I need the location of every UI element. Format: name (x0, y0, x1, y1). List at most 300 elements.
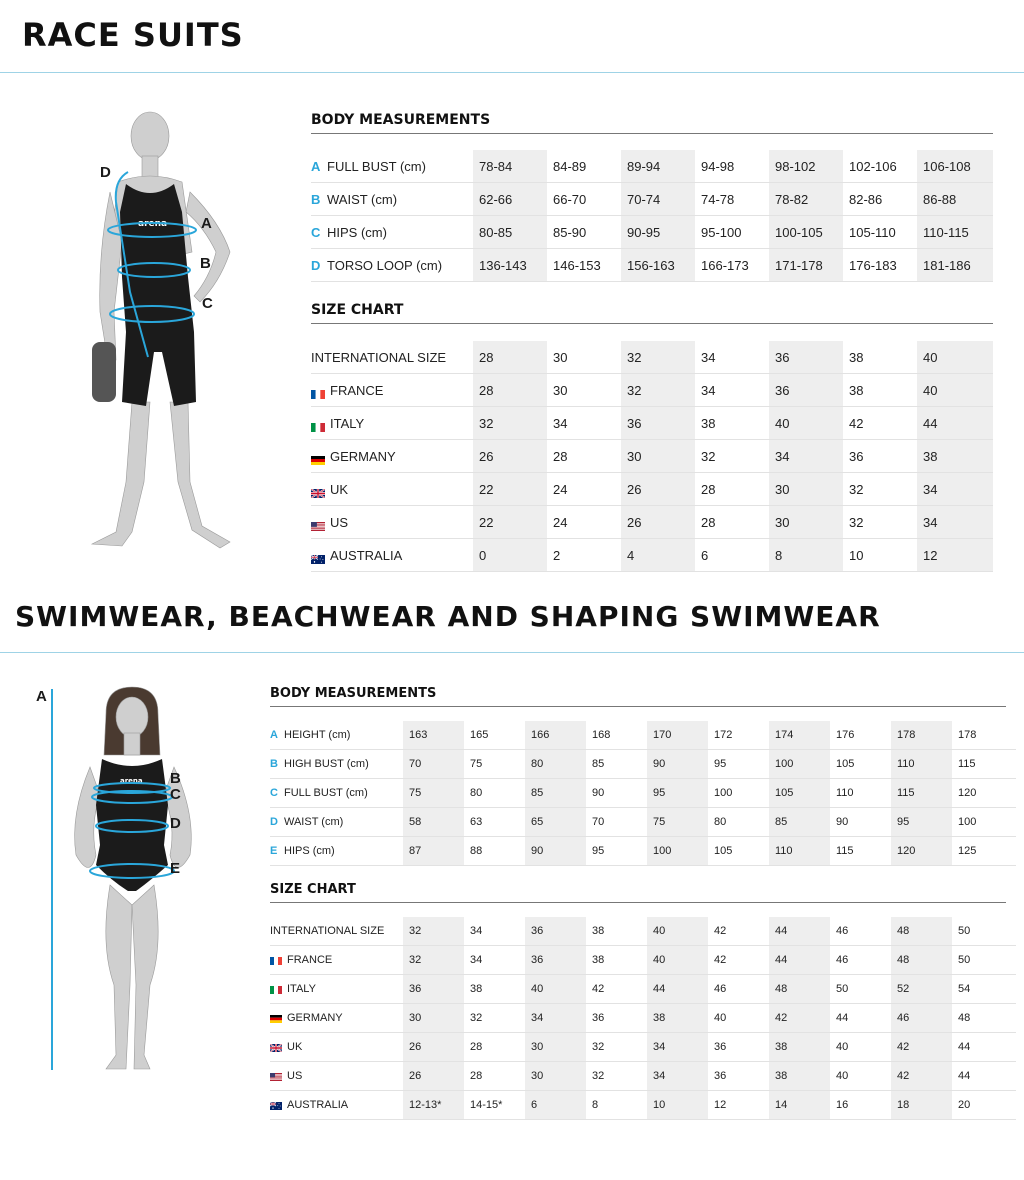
table-cell: 34 (470, 925, 483, 937)
table-row (311, 506, 993, 539)
table-cell: 70-74 (621, 183, 695, 216)
row-label-text: HEIGHT (cm) (284, 729, 351, 741)
table-cell: 40 (836, 1070, 849, 1082)
table-cell: 102-106 (849, 158, 897, 174)
table-cell: 176 (836, 729, 855, 741)
us-flag-icon (270, 1072, 282, 1080)
table-cell: 65 (525, 808, 586, 837)
table-cell: 2 (553, 547, 561, 563)
table-cell: 115 (836, 845, 854, 857)
table-cell: 14 (769, 1091, 830, 1120)
row-label (270, 1062, 403, 1091)
row-label-text: HIPS (cm) (284, 845, 335, 857)
table-cell: 85-90 (553, 224, 587, 240)
table-cell: 22 (473, 473, 547, 506)
table-cell: 38 (470, 983, 483, 995)
table-cell: 156-163 (621, 249, 695, 282)
table-cell: 34 (701, 382, 716, 398)
table-cell: 146-153 (553, 257, 601, 273)
table-cell: 44 (647, 975, 708, 1004)
row-label-text: GERMANY (330, 448, 396, 464)
table-cell: 36 (592, 1012, 605, 1024)
table-cell: 30 (403, 1004, 464, 1033)
row-label (270, 721, 403, 750)
measurement-letter: B (311, 191, 321, 207)
table-cell: 44 (958, 1041, 971, 1053)
table-row (270, 750, 1016, 779)
table-cell: 28 (470, 1070, 483, 1082)
table-cell: 100 (769, 750, 830, 779)
body-measurements-heading: BODY MEASUREMENTS (270, 686, 1006, 707)
table-cell: 36 (525, 946, 586, 975)
table-cell: 42 (769, 1004, 830, 1033)
row-label (270, 750, 403, 779)
table-cell: 70 (403, 750, 464, 779)
row-label-text: INTERNATIONAL SIZE (270, 925, 385, 937)
table-cell: 48 (891, 946, 952, 975)
swimwear-figure (40, 685, 240, 1085)
table-row (311, 249, 993, 282)
table-cell: 105 (836, 758, 855, 770)
table-cell: 16 (836, 1099, 849, 1111)
table-cell: 12 (917, 539, 993, 572)
table-row (311, 216, 993, 249)
table-cell: 30 (525, 1033, 586, 1062)
row-label-text: UK (330, 481, 349, 497)
table-cell: 115 (958, 758, 976, 770)
table-cell: 50 (836, 983, 849, 995)
table-cell: 12 (714, 1099, 727, 1111)
table-cell: 70 (592, 816, 605, 828)
table-cell: 28 (473, 341, 547, 374)
table-row (270, 1091, 1016, 1120)
table-cell: 34 (553, 415, 568, 431)
row-label-text: FRANCE (287, 954, 333, 966)
table-cell: 34 (917, 473, 993, 506)
table-cell: 54 (958, 983, 971, 995)
row-label (270, 1033, 403, 1062)
table-cell: 34 (769, 440, 843, 473)
svg-text:arena: arena (138, 219, 168, 229)
table-cell: 26 (473, 440, 547, 473)
table-cell: 95 (647, 779, 708, 808)
row-label-text: WAIST (cm) (327, 191, 398, 207)
table-cell: 26 (403, 1062, 464, 1091)
table-row (311, 539, 993, 572)
table-cell: 105 (714, 845, 733, 857)
row-label-text: US (287, 1070, 303, 1082)
table-cell: 32 (470, 1012, 483, 1024)
row-label (311, 440, 473, 473)
table-cell: 34 (917, 506, 993, 539)
table-cell: 42 (849, 415, 864, 431)
race-body-measurements-table (311, 150, 993, 282)
table-cell: 12-13* (403, 1091, 464, 1120)
row-label-text: UK (287, 1041, 303, 1053)
table-cell: 4 (621, 539, 695, 572)
table-cell: 100 (958, 816, 977, 828)
table-cell: 40 (647, 917, 708, 946)
table-cell: 8 (592, 1099, 599, 1111)
measurement-letter: B (270, 758, 278, 770)
table-cell: 95-100 (701, 224, 742, 240)
table-cell: 178 (958, 729, 977, 741)
row-label-text: WAIST (cm) (284, 816, 344, 828)
row-label (311, 506, 473, 539)
table-cell: 42 (714, 925, 727, 937)
table-cell: 75 (647, 808, 708, 837)
marker-label-a: A (201, 215, 212, 232)
row-label (270, 917, 403, 946)
row-label (311, 216, 473, 249)
marker-label-d: D (170, 815, 181, 832)
marker-label-c: C (202, 295, 213, 312)
section-title-swimwear: SWIMWEAR, BEACHWEAR AND SHAPING SWIMWEAR (15, 600, 881, 633)
table-cell: 40 (714, 1012, 727, 1024)
table-cell: 90 (525, 837, 586, 866)
table-cell: 172 (714, 729, 733, 741)
table-cell: 30 (553, 382, 568, 398)
table-cell: 38 (592, 954, 605, 966)
race-size-chart-table (311, 341, 993, 572)
table-cell: 89-94 (621, 150, 695, 183)
table-cell: 66-70 (553, 191, 587, 207)
table-cell: 34 (525, 1004, 586, 1033)
table-cell: 87 (403, 837, 464, 866)
table-cell: 110 (769, 837, 830, 866)
table-cell: 85 (525, 779, 586, 808)
table-cell: 46 (714, 983, 727, 995)
table-cell: 40 (647, 946, 708, 975)
row-label (311, 249, 473, 282)
row-label-text: HIGH BUST (cm) (284, 758, 369, 770)
row-label-text: HIPS (cm) (327, 224, 387, 240)
table-cell: 36 (769, 374, 843, 407)
row-label (311, 150, 473, 183)
body-measurements-heading: BODY MEASUREMENTS (311, 112, 993, 134)
us-flag-icon (311, 519, 325, 528)
swimwear-body-measurements-table (270, 721, 1016, 866)
table-cell: 32 (473, 407, 547, 440)
table-cell: 24 (553, 514, 568, 530)
row-label-text: AUSTRALIA (287, 1099, 349, 1111)
row-label-text: TORSO LOOP (cm) (327, 257, 443, 273)
table-row (270, 837, 1016, 866)
size-chart-heading: SIZE CHART (270, 882, 1006, 903)
table-cell: 181-186 (917, 249, 993, 282)
table-row (270, 808, 1016, 837)
svg-text:arena: arena (120, 777, 143, 785)
table-cell: 8 (769, 539, 843, 572)
table-cell: 84-89 (553, 158, 587, 174)
row-label (311, 374, 473, 407)
table-cell: 32 (621, 374, 695, 407)
table-cell: 40 (769, 407, 843, 440)
uk-flag-icon (270, 1043, 282, 1051)
table-cell: 80 (525, 750, 586, 779)
table-cell: 42 (891, 1033, 952, 1062)
table-cell: 38 (769, 1033, 830, 1062)
table-cell: 120 (891, 837, 952, 866)
row-label (311, 539, 473, 572)
table-cell: 40 (836, 1041, 849, 1053)
row-label (311, 183, 473, 216)
table-cell: 94-98 (701, 158, 735, 174)
table-cell: 90 (647, 750, 708, 779)
row-label (311, 341, 473, 374)
table-cell: 32 (403, 946, 464, 975)
table-cell: 44 (836, 1012, 849, 1024)
row-label (270, 1091, 403, 1120)
table-cell: 32 (403, 917, 464, 946)
table-cell: 88 (470, 845, 483, 857)
table-cell: 38 (647, 1004, 708, 1033)
table-cell: 30 (621, 440, 695, 473)
table-cell: 34 (647, 1033, 708, 1062)
table-cell: 90 (836, 816, 849, 828)
table-cell: 32 (621, 341, 695, 374)
table-cell: 20 (958, 1099, 971, 1111)
germany-flag-icon (311, 453, 325, 462)
table-cell: 63 (470, 816, 483, 828)
table-cell: 105 (769, 779, 830, 808)
table-cell: 58 (403, 808, 464, 837)
table-cell: 90 (592, 787, 605, 799)
table-cell: 163 (403, 721, 464, 750)
table-row (311, 150, 993, 183)
row-label-text: FULL BUST (cm) (284, 787, 368, 799)
table-cell: 80-85 (473, 216, 547, 249)
row-label (270, 837, 403, 866)
table-cell: 30 (769, 506, 843, 539)
table-row (270, 721, 1016, 750)
measurement-letter: D (270, 816, 278, 828)
table-cell: 82-86 (849, 191, 883, 207)
table-cell: 44 (958, 1070, 971, 1082)
table-cell: 110-115 (917, 216, 993, 249)
row-label (311, 473, 473, 506)
table-cell: 26 (403, 1033, 464, 1062)
table-cell: 52 (891, 975, 952, 1004)
row-label-text: AUSTRALIA (330, 547, 403, 563)
measurement-letter: A (311, 158, 321, 174)
table-cell: 38 (701, 415, 716, 431)
table-cell: 48 (958, 1012, 971, 1024)
row-label-text: FULL BUST (cm) (327, 158, 426, 174)
table-cell: 40 (917, 374, 993, 407)
table-cell: 26 (621, 473, 695, 506)
table-cell: 44 (917, 407, 993, 440)
australia-flag-icon (311, 552, 325, 561)
table-cell: 75 (403, 779, 464, 808)
table-cell: 86-88 (917, 183, 993, 216)
table-cell: 125 (958, 845, 977, 857)
section-divider (0, 652, 1024, 653)
measurement-letter: D (311, 257, 321, 273)
table-cell: 50 (958, 954, 971, 966)
table-cell: 34 (701, 349, 716, 365)
table-cell: 171-178 (769, 249, 843, 282)
table-cell: 42 (714, 954, 727, 966)
table-cell: 36 (769, 341, 843, 374)
table-cell: 78-82 (769, 183, 843, 216)
marker-label-b: B (200, 255, 211, 272)
table-cell: 62-66 (473, 183, 547, 216)
table-cell: 168 (592, 729, 611, 741)
table-cell: 42 (592, 983, 605, 995)
table-cell: 28 (701, 514, 716, 530)
row-label-text: US (330, 514, 349, 530)
row-label (270, 779, 403, 808)
swimwear-size-chart-table (270, 917, 1016, 1120)
table-cell: 32 (849, 514, 864, 530)
australia-flag-icon (270, 1101, 282, 1109)
table-cell: 38 (592, 925, 605, 937)
table-cell: 100 (714, 787, 733, 799)
table-cell: 18 (891, 1091, 952, 1120)
table-cell: 36 (714, 1041, 727, 1053)
marker-label-a: A (36, 688, 47, 705)
table-cell: 106-108 (917, 150, 993, 183)
table-row (270, 917, 1016, 946)
table-cell: 166 (525, 721, 586, 750)
table-cell: 36 (849, 448, 864, 464)
table-cell: 174 (769, 721, 830, 750)
table-cell: 110 (836, 787, 854, 799)
table-cell: 32 (592, 1070, 605, 1082)
table-cell: 10 (647, 1091, 708, 1120)
table-row (311, 183, 993, 216)
table-cell: 28 (473, 374, 547, 407)
table-cell: 46 (836, 954, 849, 966)
table-cell: 36 (525, 917, 586, 946)
table-cell: 30 (769, 473, 843, 506)
table-row (270, 1033, 1016, 1062)
size-chart-heading: SIZE CHART (311, 302, 993, 324)
table-cell: 32 (701, 448, 716, 464)
table-cell: 14-15* (470, 1099, 503, 1111)
table-cell: 74-78 (701, 191, 735, 207)
table-row (270, 779, 1016, 808)
table-cell: 30 (525, 1062, 586, 1091)
italy-flag-icon (311, 420, 325, 429)
table-cell: 38 (769, 1062, 830, 1091)
table-cell: 48 (891, 917, 952, 946)
table-cell: 95 (714, 758, 727, 770)
table-cell: 100 (647, 837, 708, 866)
table-cell: 36 (621, 407, 695, 440)
table-cell: 85 (769, 808, 830, 837)
table-row (311, 341, 993, 374)
france-flag-icon (311, 387, 325, 396)
table-cell: 95 (891, 808, 952, 837)
table-cell: 95 (592, 845, 605, 857)
uk-flag-icon (311, 486, 325, 495)
table-cell: 38 (917, 440, 993, 473)
table-row (311, 407, 993, 440)
table-cell: 32 (592, 1041, 605, 1053)
table-cell: 48 (769, 975, 830, 1004)
table-cell: 176-183 (849, 257, 897, 273)
measurement-letter: C (311, 224, 321, 240)
marker-label-e: E (170, 860, 181, 877)
table-cell: 46 (836, 925, 849, 937)
row-label (270, 1004, 403, 1033)
section-title-race-suits: RACE SUITS (22, 16, 244, 54)
table-cell: 75 (470, 758, 483, 770)
table-cell: 26 (621, 506, 695, 539)
table-cell: 6 (701, 547, 709, 563)
table-cell: 10 (849, 547, 864, 563)
table-cell: 136-143 (473, 249, 547, 282)
table-cell: 98-102 (769, 150, 843, 183)
table-cell: 6 (525, 1091, 586, 1120)
row-label (270, 975, 403, 1004)
table-cell: 105-110 (849, 224, 896, 240)
table-cell: 0 (473, 539, 547, 572)
marker-label-c: C (170, 786, 181, 803)
marker-label-b: B (170, 770, 181, 787)
table-cell: 28 (470, 1041, 483, 1053)
table-row (311, 473, 993, 506)
table-cell: 34 (470, 954, 483, 966)
table-cell: 46 (891, 1004, 952, 1033)
table-cell: 22 (473, 506, 547, 539)
marker-label-d: D (100, 164, 111, 181)
row-label-text: GERMANY (287, 1012, 343, 1024)
table-cell: 50 (958, 925, 971, 937)
table-cell: 165 (470, 729, 489, 741)
table-cell: 40 (917, 341, 993, 374)
table-cell: 90-95 (621, 216, 695, 249)
measurement-letter: E (270, 845, 278, 857)
table-cell: 80 (470, 787, 483, 799)
row-label-text: INTERNATIONAL SIZE (311, 349, 447, 365)
table-cell: 42 (891, 1062, 952, 1091)
table-cell: 38 (849, 349, 864, 365)
table-cell: 34 (647, 1062, 708, 1091)
table-cell: 36 (403, 975, 464, 1004)
table-cell: 110 (891, 750, 952, 779)
row-label-text: FRANCE (330, 382, 384, 398)
table-row (311, 440, 993, 473)
table-cell: 100-105 (769, 216, 843, 249)
table-cell: 166-173 (701, 257, 749, 273)
table-cell: 40 (525, 975, 586, 1004)
table-cell: 28 (701, 481, 716, 497)
measurement-letter: C (270, 787, 278, 799)
table-row (270, 975, 1016, 1004)
table-cell: 85 (592, 758, 605, 770)
section-divider (0, 72, 1024, 73)
table-cell: 44 (769, 917, 830, 946)
measurement-letter: A (270, 729, 278, 741)
row-label (311, 407, 473, 440)
table-row (270, 1062, 1016, 1091)
table-cell: 24 (553, 481, 568, 497)
table-cell: 36 (714, 1070, 727, 1082)
table-row (270, 946, 1016, 975)
table-cell: 28 (553, 448, 568, 464)
table-cell: 178 (891, 721, 952, 750)
table-cell: 78-84 (473, 150, 547, 183)
italy-flag-icon (270, 985, 282, 993)
row-label-text: ITALY (287, 983, 316, 995)
table-cell: 120 (958, 787, 977, 799)
table-cell: 115 (891, 779, 952, 808)
table-cell: 80 (714, 816, 727, 828)
france-flag-icon (270, 956, 282, 964)
